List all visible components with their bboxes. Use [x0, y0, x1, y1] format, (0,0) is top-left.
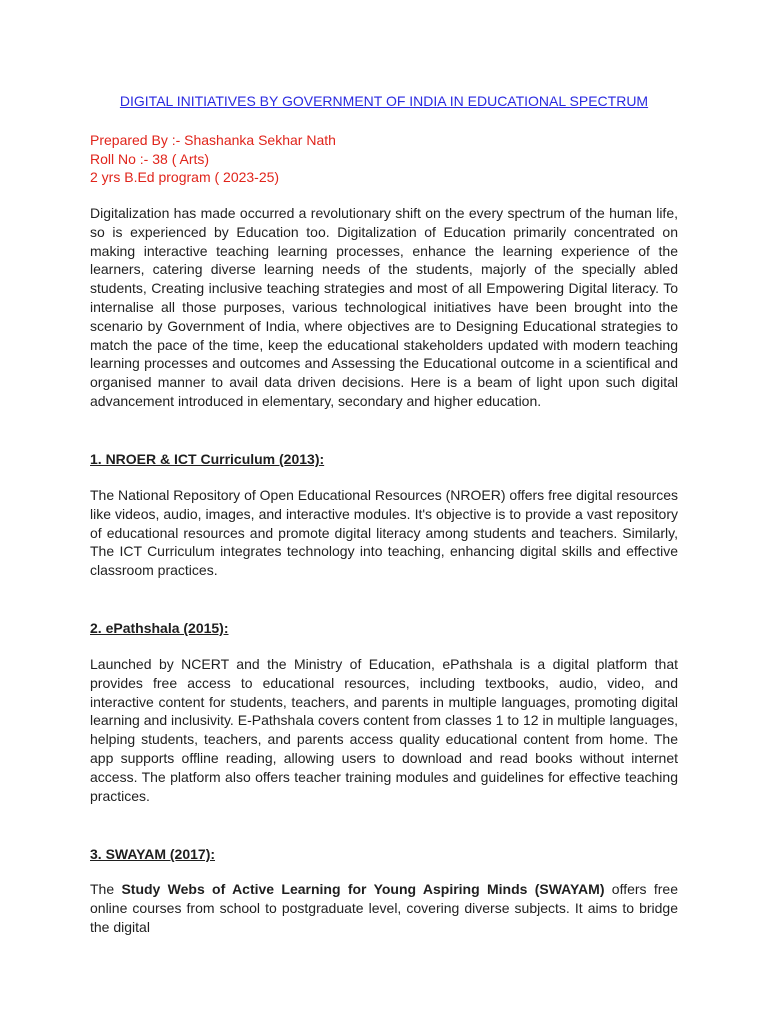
intro-paragraph: Digitalization has made occurred a revolutionary shift on the every spectrum of the human life, so is experienced by Education too. Digitalization of Education primarily concentrated on making interactive teaching learning processes, enhance the learning experience of the learners, catering diverse learning needs of the students, majorly of the specially abled students, Creating inclusive teaching strategies and most of all Empowering Digital literacy. To internalise all those purposes, various technological initiatives have been brought into the scenario by Government of India, where objectives are to Designing Educational strategies to match the pace of the time, keep the educational stakeholders updated with modern teaching learning processes and outcomes and Assessing the Educational outcome in a scientifical and organised manner to avail data driven decisions. Here is a beam of light upon such digital advancement introduced in elementary, secondary and higher education. — [90, 205, 678, 409]
section-heading-swayam: 3. SWAYAM (2017): — [90, 846, 216, 862]
prepared-by: Prepared By :- Shashanka Sekhar Nath — [90, 132, 336, 148]
section-heading-epathshala: 2. ePathshala (2015): — [90, 620, 229, 636]
author-block — [90, 131, 336, 187]
document-title: DIGITAL INITIATIVES BY GOVERNMENT OF INDIA IN EDUCATIONAL SPECTRUM — [119, 93, 649, 109]
swayam-body-rest: offers free online courses from school to postgraduate level, covering diverse subjects. It aims to bridge the digital — [90, 881, 679, 935]
section-heading-nroer: 1. NROER & ICT Curriculum (2013): — [90, 451, 325, 467]
roll-number: Roll No :- 38 ( Arts) — [90, 150, 210, 167]
section-body-epathshala: Launched by NCERT and the Ministry of Education, ePathshala is a digital platform that provides free access to educational resources, including textbooks, audio, video, and interactive content for students, teachers, and parents in multiple languages, promoting digital learning and inclusivity. E-Pathshala covers content from classes 1 to 12 in multiple languages, helping students, teachers, and parents access quality educational content from home. The app supports offline reading, allowing users to download and read books without internet access. The platform also offers teacher training modules and guidelines for effective teaching practices. — [90, 656, 678, 804]
swayam-full-name: Study Webs of Active Learning for Young Aspiring Minds (SWAYAM) — [121, 881, 605, 897]
program-info: 2 yrs B.Ed program ( 2023-25) — [90, 169, 280, 185]
section-body-swayam — [90, 880, 678, 936]
section-body-nroer: The National Repository of Open Educational Resources (NROER) offers free digital resources like videos, audio, images, and interactive modules. It's objective is to provide a vast repository of educational resources and promote digital literacy among students and teachers. Similarly, The ICT Curriculum integrates technology into teaching, enhancing digital skills and effective classroom practices. — [90, 487, 679, 579]
swayam-body-prefix: The — [90, 881, 122, 897]
